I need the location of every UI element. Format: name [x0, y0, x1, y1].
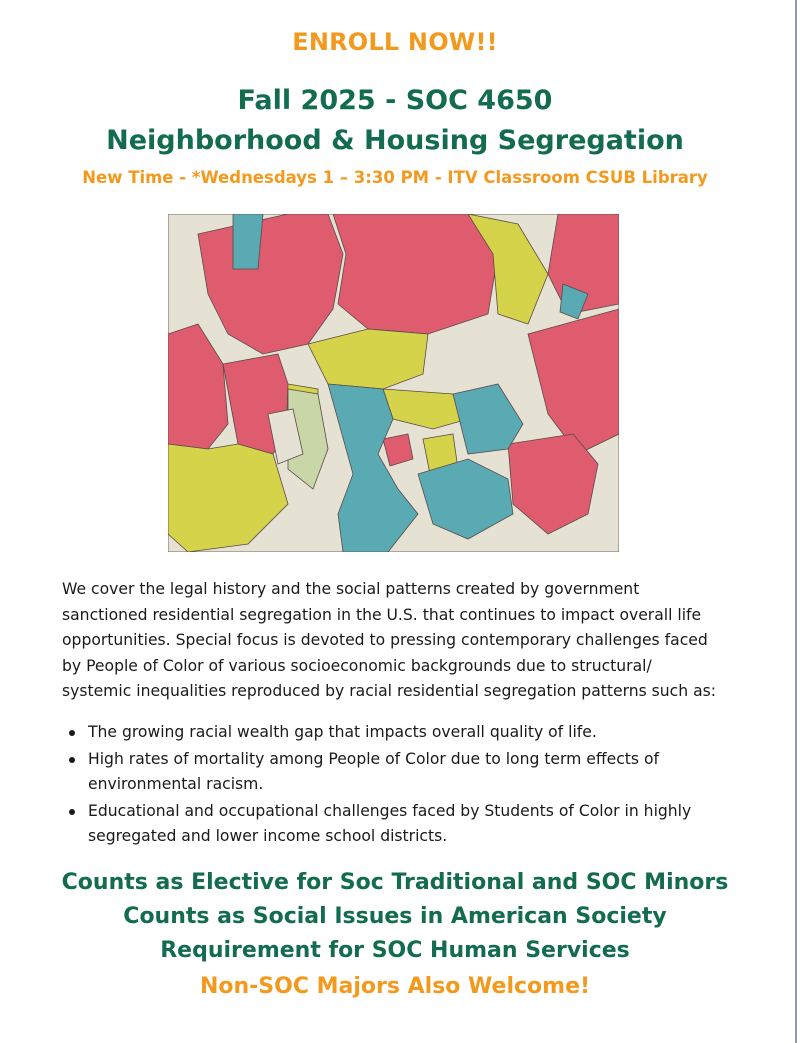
redlining-map-illustration: [168, 214, 619, 552]
bullet-icon: [69, 757, 75, 763]
social-issues-note: Counts as Social Issues in American Society: [123, 904, 667, 929]
map-zone-blue: [233, 214, 263, 269]
bullet-icon: [69, 809, 75, 815]
list-item: [62, 747, 742, 798]
term-course-code: Fall 2025 - SOC 4650: [237, 85, 553, 116]
list-item: [62, 720, 742, 746]
elective-note: Counts as Elective for Soc Traditional and SOC Minors: [61, 870, 729, 895]
list-item-text: Educational and occupational challenges faced by Students of Color in highly segregated and lower income school districts.: [88, 801, 692, 845]
non-majors-welcome-note: Non-SOC Majors Also Welcome!: [199, 974, 591, 999]
human-services-note: Requirement for SOC Human Services: [160, 938, 630, 963]
course-description: We cover the legal history and the social patterns created by government sanctioned residential segregation in the U.S. that continues to impact overall life opportunities. Special focus is devoted to pressing contemporary challenges faced by People of Color of various socioeconomic backgrounds due to structural/ systemic inequalities reproduced by racial residential segregation patterns such as:: [62, 580, 717, 700]
course-title: Neighborhood & Housing Segregation: [106, 125, 684, 156]
bullet-icon: [69, 730, 75, 736]
page-edge-divider: [795, 0, 797, 1043]
enroll-now-heading: ENROLL NOW!!: [292, 28, 498, 56]
list-item: [62, 799, 742, 850]
map-zone-red: [333, 214, 498, 334]
challenges-list: [62, 720, 742, 851]
class-time-location: New Time - *Wednesdays 1 – 3:30 PM - ITV Classroom CSUB Library: [82, 168, 708, 187]
list-item-text: High rates of mortality among People of Color due to long term effects of environmental racism.: [88, 749, 660, 793]
redlining-map-image: [168, 214, 619, 552]
list-item-text: The growing racial wealth gap that impacts overall quality of life.: [88, 723, 597, 741]
